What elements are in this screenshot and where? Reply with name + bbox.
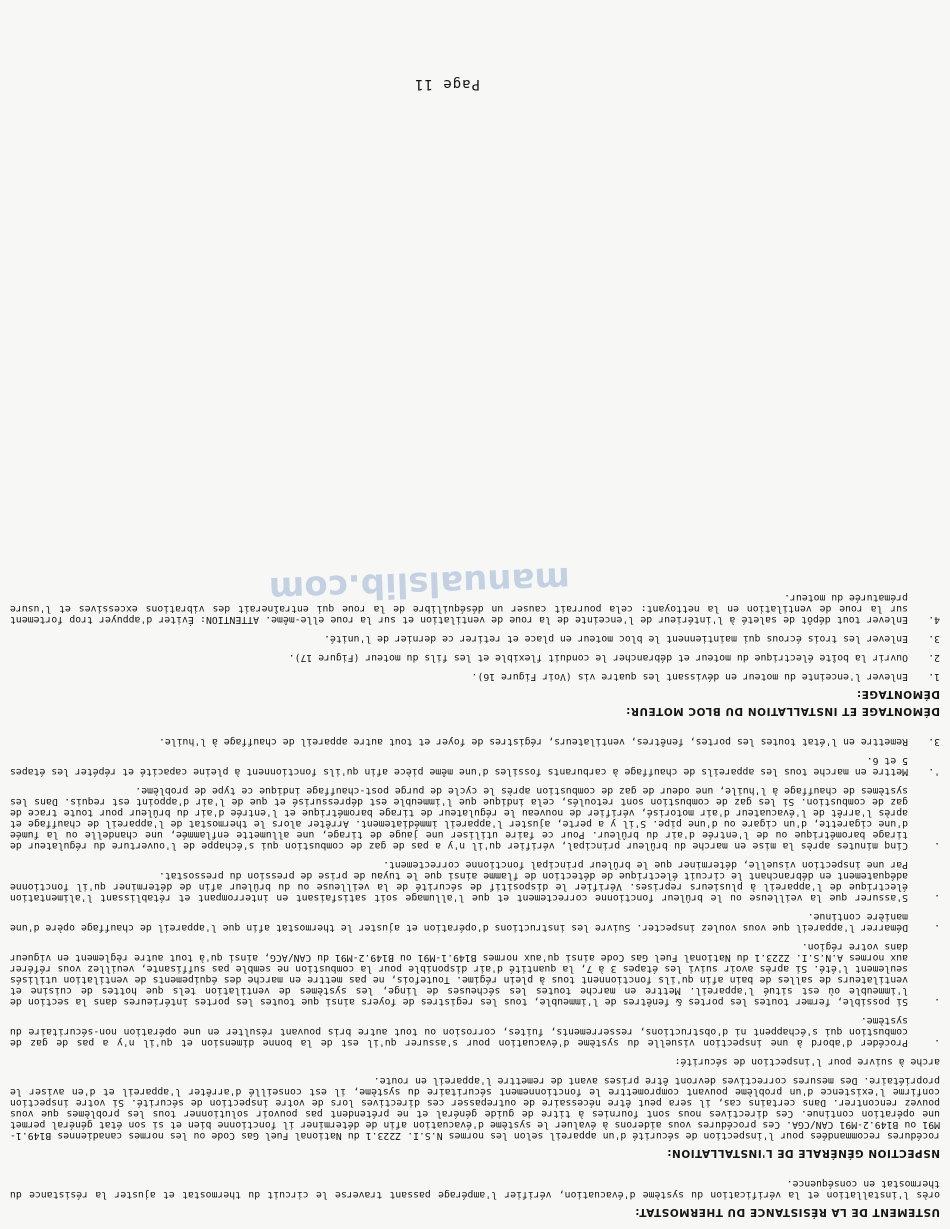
demontage-item: [10, 671, 940, 682]
demontage-number: 1.: [928, 671, 940, 682]
demontage-number: 4.: [928, 614, 940, 625]
step-item: [10, 859, 940, 903]
step-text: Démarrer l'appareil que vous voulez inspecter. Suivre les instructions d'opération et ajuster le thermostat afin que l'appareil de chauffage opère d'une manière continue.: [10, 911, 908, 933]
step-text: S'assurer que la veilleuse ou le brûleur fonctionne correctement et que l'allumage soit satisfaisant en interrompant et rétablissant l'alimentation électrique de l'appareil à plusieurs reprises. Vérifier le dispositif de sécurité de la veilleuse ou du brûleur afin de déterminer qu'il fonctionne adéquatement en débranchant le circuit électrique de détection de flamme ainsi que le tuyau de prise de pression du pressostat. Par une inspection visuelle, déterminer que le brûleur principal fonctionne correctement.: [10, 859, 908, 903]
demontage-text: Enlever les trois écrous qui maintiennent le bloc moteur en place et retirer ce dernier de l'unité.: [324, 633, 908, 644]
page-number: Page 11: [414, 76, 481, 92]
page-content: [10, 584, 940, 1217]
demontage-number: 3.: [928, 633, 940, 644]
step-text: Procéder d'abord à une inspection visuelle du système d'évacuation pour s'assurer qu'il est de la bonne dimension et qu'il n'y a pas de gaz de combustion qui s'échappent ni d'obstructions, resserrements, fuites, corrosion ou tout autre bris pouvant résulter en une opération non-sécuritaire du système.: [10, 1015, 908, 1048]
step-item: [10, 1015, 940, 1048]
demontage-text: Ouvrir la boîte électrique du moteur et débrancher le conduit flexible et les fils du moteur (Figure 17).: [288, 652, 908, 663]
step-item: [10, 941, 940, 1007]
step-item: [10, 911, 940, 933]
step-item: [10, 755, 940, 777]
demontage-text: Enlever tout dépôt de saleté à l'intérieur de l'enceinte de la roue de ventilation et sur la roue elle-même. ATTENTION: Éviter d'appuyer trop fortement sur la roue de ventilation en la nettoyant: cela pourrait causer un déséquilibre de la roue qui entraînerait des vibrations excessives et l'usure prématurée du moteur.: [10, 592, 908, 625]
step-text: Remettre en l'état toutes les portes, fenêtres, ventilateurs, régistres de foyer et tout autre appareil de chauffage à l'huile.: [158, 736, 908, 747]
demontage-text: Enlever l'enceinte du moteur en dévissant les quatre vis (Voir Figure 16).: [471, 671, 908, 682]
step-text: Cinq minutes après la mise en marche du brûleur principal, vérifier qu'il n'y a pas de gaz de combustion qui s'échappe de l'ouverture du régulateur de tirage barométrique ou de l'entrée d'air du brûleur. Pour ce faire utiliser une jauge de tirage, une allumette enflammée, une chandelle ou la fumée d'une cigarette, d'un cigare ou d'une pipe. S'il y a perte, ajuster l'appareil immédiatement. Arrêter alors le thermostat de l'appareil de chauffage et après l'arrêt de l'évacuateur d'air motorisé, vérifier de nouveau le régulateur de tirage barométrique et l'entrée d'air du brûleur pour toute trace de gaz de combustion. Si les gaz de combustion sont retoulés, cela indique que l'immeuble est dépressurisé et que de l'air d'appoint est requis. Dans les systèmes de chauffage à l'huile, une odeur de gaz de combustion après le cycle de purge post-chauffage indique ce type de problème.: [10, 785, 908, 851]
paragraph-thermostat: orès l'installation et la vérification du système d'évacuation, vérifier l'ampérage passant traverse le circuit du thermostat et ajuster la résistance du thermostat en conséquence.: [10, 1178, 940, 1200]
demontage-item: [10, 652, 940, 663]
demontage-item: [10, 633, 940, 644]
heading-inspection: NSPECTION GÉNÉRALE DE L'INSTALLATION:: [666, 1147, 940, 1159]
step-number: .: [934, 892, 940, 903]
step-text: Mettre en marche tous les appareils de chauffage à carburants fossiles d'une même pièce afin qu'ils fonctionnent à pleine capacité et répéter les étapes 5 et 6.: [10, 755, 908, 777]
step-number: .: [934, 922, 940, 933]
demontage-number: 2.: [928, 652, 940, 663]
heading-demontage-installation: DÉMONTAGE ET INSTALLATION DU BLOC MOTEUR:: [625, 705, 940, 717]
paragraph-inspection-intro: rocédures recommandées pour l'inspection de sécurité d'un appareil selon les normes N.S.I. Z223.1 du National Fuel Gas Code ou les normes canadiennes B149.1-M91 ou B149.2-M91 CAN/CGA. Ces procédures vous aiderons à évaluer le système d'évacuation afin de déterminer il fonctionne bien et si son état général permet une opération continue. Ces directives nous sont fournies à titre de guide général et ne prétendent pas pouvoir solutionner tous les problèmes que vous pouvez rencontrer. Dans certains cas, il sera peut être nécessaire de outrepasser ces directives lors de votre inspection de sécurité. Si votre inspection confirme l'existence d'un problème pouvant compromettre le fonctionnement sécuritaire du système, il est conseillé d'arrêter l'appareil et d'en aviser le propriétaire. Des mesures correctives devront être prises avant de remettre l'appareil en route.: [10, 1075, 940, 1141]
step-text: Si possible, fermer toutes les portes & fenêtres de l'immeuble, tous les registres de foyers ainsi que toutes les portes intérieures dans la section de l'immeuble où est situé l'appareil. Mettre en marche toutes les sécheuses de linge, les systèmes de ventilation tels que hottes de cuisine et ventilateurs de salles de bain afin qu'ils fonctionnent tous à plein régime. Toutefois, ne pas mettre en marche des équipements de ventilation utilisés seulement l'été. Si après avoir suivi les étapes 3 à 7, la quantité d'air disponible pour la combustion ne semble pas suffisante, veuillez vous référer aux normes A.N.S.I. Z223.1 du National Fuel Gas Code ainsi qu'aux normes B149.1-M91 ou B149.2-M91 du CAN/ACG, ainsi qu'à tout autre règlement en vigueur dans votre région.: [10, 941, 908, 1007]
heading-demontage: DÉMONTAGE:: [856, 688, 940, 700]
step-item: [10, 785, 940, 851]
step-item: [10, 736, 940, 747]
step-number: .: [934, 840, 940, 851]
step-number: .: [934, 996, 940, 1007]
watermark: manualslib.com: [268, 558, 571, 610]
step-number: '.: [928, 766, 940, 777]
step-number: .: [934, 1037, 940, 1048]
step-number: 3.: [928, 736, 940, 747]
heading-thermostat: USTEMENT DE LA RÉSISTANCE DU THERMOSTAT:: [634, 1206, 940, 1218]
paragraph-inspection-steps-title: arche à suivre pour l'inspection de sécurité:: [674, 1056, 940, 1067]
